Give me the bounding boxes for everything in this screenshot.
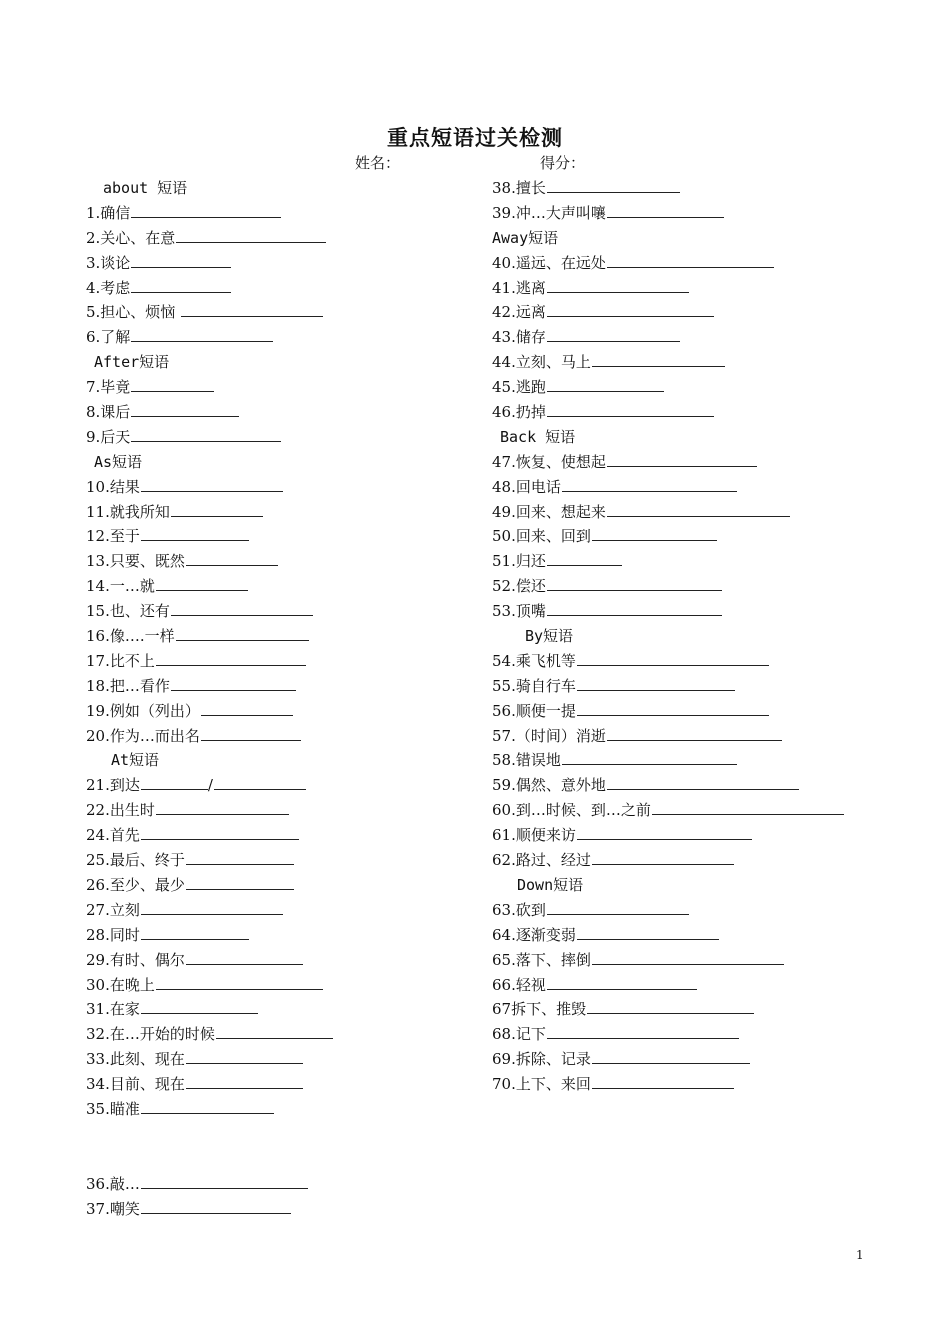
question-item [492, 350, 872, 375]
question-label: 49.回来、想起来 [492, 502, 606, 521]
question-item [492, 500, 872, 525]
answer-blank[interactable] [592, 849, 734, 865]
question-item [86, 848, 481, 873]
question-label: 46.扔掉 [492, 403, 546, 422]
answer-blank[interactable] [547, 376, 664, 392]
section-heading [492, 226, 872, 251]
question-item [86, 375, 481, 400]
question-label: 28.同时 [86, 925, 140, 944]
question-label: 36.敲… [86, 1174, 140, 1193]
answer-blank[interactable] [592, 525, 717, 541]
question-item [492, 251, 872, 276]
answer-blank[interactable] [607, 725, 782, 741]
section-heading-text: about 短语 [103, 179, 188, 197]
question-label: 30.在晚上 [86, 975, 155, 994]
question-label: 54.乘飞机等 [492, 651, 576, 670]
question-item [86, 226, 481, 251]
answer-blank[interactable] [131, 376, 214, 392]
question-label: 13.只要、既然 [86, 552, 185, 571]
question-label: 18.把…看作 [86, 676, 170, 695]
score-label: 得分： [540, 154, 586, 172]
page-title: 重点短语过关检测 [387, 125, 563, 150]
answer-blank[interactable] [131, 252, 231, 268]
question-label: 5.担心、烦恼 [86, 303, 181, 322]
answer-blank[interactable] [216, 1023, 333, 1039]
answer-blank[interactable] [214, 774, 306, 790]
answer-blank[interactable] [547, 1023, 739, 1039]
answer-blank[interactable] [131, 202, 281, 218]
question-item [86, 923, 481, 948]
answer-blank[interactable] [607, 252, 774, 268]
section-heading-text: By短语 [525, 627, 574, 646]
question-item [86, 823, 481, 848]
question-item [86, 1197, 481, 1222]
question-label: 15.也、还有 [86, 602, 170, 621]
question-item [86, 699, 481, 724]
question-label: 32.在…开始的时候 [86, 1025, 215, 1044]
question-item [86, 948, 481, 973]
question-label: 24.首先 [86, 826, 140, 845]
answer-blank[interactable] [547, 177, 680, 193]
question-item [86, 997, 481, 1022]
question-item [86, 1022, 481, 1047]
question-item [492, 201, 872, 226]
question-label: 9.后天 [86, 427, 131, 446]
answer-blank[interactable] [156, 650, 306, 666]
question-label: 29.有时、偶尔 [86, 950, 185, 969]
question-item [492, 997, 872, 1022]
question-item [86, 549, 481, 574]
section-heading-text: Down短语 [517, 875, 584, 894]
question-item [492, 325, 872, 350]
answer-blank[interactable] [547, 899, 689, 915]
answer-blank[interactable] [577, 924, 719, 940]
answer-blank[interactable] [186, 1073, 303, 1089]
answer-blank[interactable] [141, 1198, 291, 1214]
question-label: 60.到…时候、到…之前 [492, 801, 651, 820]
question-item [86, 425, 481, 450]
question-label: 19.例如（列出） [86, 701, 200, 720]
question-label: 61.顺便来访 [492, 826, 576, 845]
question-label: 45.逃跑 [492, 378, 546, 397]
answer-blank[interactable] [141, 924, 249, 940]
answer-blank[interactable] [131, 401, 239, 417]
question-label: 63.砍到 [492, 900, 546, 919]
question-item [492, 923, 872, 948]
question-label: 52.偿还 [492, 577, 546, 596]
answer-blank[interactable] [141, 824, 299, 840]
question-label: 39.冲…大声叫嚷 [492, 203, 606, 222]
section-heading [492, 624, 872, 649]
question-item [86, 798, 481, 823]
question-label: 67拆下、推毁 [492, 1000, 587, 1019]
question-item [86, 773, 481, 798]
answer-blank[interactable] [577, 824, 752, 840]
question-label: 38.擅长 [492, 179, 546, 197]
question-label: 34.目前、现在 [86, 1075, 185, 1094]
question-item [86, 1172, 481, 1197]
question-label: 53.顶嘴 [492, 602, 546, 621]
answer-blank[interactable] [607, 774, 799, 790]
question-item [86, 898, 481, 923]
question-label: 51.归还 [492, 552, 546, 571]
question-label: 35.瞄准 [86, 1099, 140, 1118]
answer-blank[interactable] [171, 600, 313, 616]
answer-blank[interactable] [176, 227, 326, 243]
question-label: 7.毕竟 [86, 378, 131, 397]
question-item [492, 574, 872, 599]
question-label: 43.储存 [492, 328, 546, 347]
answer-blank[interactable] [607, 451, 757, 467]
question-label: 20.作为…而出名 [86, 726, 200, 745]
answer-blank[interactable] [547, 301, 714, 317]
question-item [492, 773, 872, 798]
question-label: 41.逃离 [492, 278, 546, 297]
question-item [86, 574, 481, 599]
question-label: 8.课后 [86, 403, 131, 422]
question-label: 59.偶然、意外地 [492, 776, 606, 795]
answer-blank[interactable] [577, 675, 735, 691]
left-question-column [86, 176, 481, 1221]
answer-blank[interactable] [607, 501, 790, 517]
answer-blank[interactable] [186, 550, 278, 566]
right-question-column [492, 176, 872, 1097]
question-item [492, 1072, 872, 1097]
question-label: 4.考虑 [86, 278, 131, 297]
question-label: 10.结果 [86, 477, 140, 496]
answer-blank[interactable] [577, 700, 769, 716]
answer-blank[interactable] [186, 874, 294, 890]
question-item [86, 251, 481, 276]
question-item [492, 748, 872, 773]
question-item [86, 325, 481, 350]
question-item [86, 1072, 481, 1097]
answer-blank[interactable] [547, 401, 714, 417]
question-item [492, 973, 872, 998]
question-label: 37.嘲笑 [86, 1199, 140, 1218]
question-item [492, 1047, 872, 1072]
question-label: 47.恢复、使想起 [492, 452, 606, 471]
question-label: 26.至少、最少 [86, 875, 185, 894]
question-label: 70.上下、来回 [492, 1075, 591, 1094]
question-item [492, 300, 872, 325]
answer-blank[interactable] [156, 974, 323, 990]
answer-blank[interactable] [131, 326, 273, 342]
question-label: 11.就我所知 [86, 502, 170, 521]
answer-blank[interactable] [562, 476, 737, 492]
answer-blank[interactable] [186, 849, 294, 865]
question-label: 56.顺便一提 [492, 701, 576, 720]
answer-blank[interactable] [652, 799, 844, 815]
answer-blank[interactable] [592, 949, 784, 965]
answer-blank[interactable] [141, 1098, 274, 1114]
question-label: 44.立刻、马上 [492, 353, 591, 372]
section-heading-text: Back 短语 [500, 427, 576, 446]
page-number: 1 [856, 1248, 864, 1262]
question-label: 3.谈论 [86, 253, 131, 272]
question-label: 55.骑自行车 [492, 676, 576, 695]
question-item [492, 798, 872, 823]
name-label: 姓名： [355, 154, 401, 172]
answer-blank[interactable] [201, 700, 293, 716]
answer-blank[interactable] [131, 277, 231, 293]
question-item [492, 475, 872, 500]
question-item [492, 524, 872, 549]
question-label: 68.记下 [492, 1025, 546, 1044]
spacer [86, 1147, 481, 1172]
question-item [492, 375, 872, 400]
question-item [86, 649, 481, 674]
question-item [86, 201, 481, 226]
question-label: 6.了解 [86, 328, 131, 347]
question-item [86, 873, 481, 898]
spacer [86, 1122, 481, 1147]
question-label: 21.到达 [86, 776, 140, 795]
question-label: 57.（时间）消逝 [492, 726, 606, 745]
question-label: 22.出生时 [86, 801, 155, 820]
question-label: 2.关心、在意 [86, 228, 176, 247]
section-heading-text: After短语 [94, 353, 170, 372]
question-label: 50.回来、回到 [492, 527, 591, 546]
question-item [492, 450, 872, 475]
answer-blank[interactable] [181, 301, 323, 317]
question-label: 1.确信 [86, 203, 131, 222]
question-label: 62.路过、经过 [492, 851, 591, 870]
answer-blank[interactable] [562, 749, 737, 765]
question-item [86, 475, 481, 500]
question-item [492, 400, 872, 425]
question-label: 33.此刻、现在 [86, 1050, 185, 1069]
answer-blank[interactable] [156, 799, 289, 815]
answer-blank[interactable] [186, 949, 303, 965]
answer-blank[interactable] [592, 1048, 750, 1064]
question-label: 69.拆除、记录 [492, 1050, 591, 1069]
question-item [86, 599, 481, 624]
answer-blank[interactable] [176, 625, 309, 641]
answer-blank[interactable] [547, 974, 697, 990]
answer-blank[interactable] [201, 725, 301, 741]
answer-blank[interactable] [141, 476, 283, 492]
section-heading-text: As短语 [94, 452, 143, 471]
question-item [492, 276, 872, 301]
answer-blank[interactable] [141, 774, 208, 790]
section-heading [86, 176, 481, 201]
answer-blank[interactable] [547, 277, 689, 293]
section-heading [86, 350, 481, 375]
question-label: 66.轻视 [492, 975, 546, 994]
question-label: 25.最后、终于 [86, 851, 185, 870]
question-item [492, 948, 872, 973]
answer-blank[interactable] [141, 899, 283, 915]
answer-blank[interactable] [607, 202, 724, 218]
answer-blank[interactable] [141, 998, 258, 1014]
question-item [86, 674, 481, 699]
question-item [86, 973, 481, 998]
question-label: 27.立刻 [86, 900, 140, 919]
answer-blank[interactable] [577, 650, 769, 666]
question-item [492, 649, 872, 674]
question-label: 12.至于 [86, 527, 140, 546]
section-heading-text: At短语 [111, 751, 160, 770]
question-item [86, 524, 481, 549]
answer-blank[interactable] [141, 1173, 308, 1189]
question-item [492, 599, 872, 624]
question-item [492, 724, 872, 749]
answer-blank[interactable] [547, 600, 722, 616]
question-item [86, 500, 481, 525]
question-item [86, 1097, 481, 1122]
answer-blank[interactable] [592, 351, 725, 367]
question-item [492, 823, 872, 848]
question-label: 48.回电话 [492, 477, 561, 496]
question-label: 31.在家 [86, 1000, 140, 1019]
question-label: 14.一…就 [86, 577, 155, 596]
answer-separator: / [207, 776, 213, 795]
question-item [86, 1047, 481, 1072]
section-heading-text: Away短语 [492, 228, 559, 247]
question-item [86, 276, 481, 301]
answer-blank[interactable] [587, 998, 754, 1014]
question-label: 40.遥远、在远处 [492, 253, 606, 272]
question-item [492, 699, 872, 724]
answer-blank[interactable] [186, 1048, 303, 1064]
answer-blank[interactable] [547, 550, 622, 566]
question-item [492, 549, 872, 574]
question-label: 16.像….一样 [86, 627, 175, 646]
answer-blank[interactable] [547, 326, 680, 342]
question-item [86, 400, 481, 425]
question-item [492, 898, 872, 923]
question-item [86, 724, 481, 749]
section-heading [492, 425, 872, 450]
question-item [492, 1022, 872, 1047]
answer-blank[interactable] [131, 426, 281, 442]
answer-blank[interactable] [141, 525, 249, 541]
question-label: 65.落下、摔倒 [492, 950, 591, 969]
section-heading [86, 450, 481, 475]
answer-blank[interactable] [547, 575, 722, 591]
question-item [492, 674, 872, 699]
question-item [492, 848, 872, 873]
question-label: 17.比不上 [86, 651, 155, 670]
question-label: 42.远离 [492, 303, 546, 322]
question-label: 64.逐渐变弱 [492, 925, 576, 944]
answer-blank[interactable] [171, 501, 263, 517]
section-heading [492, 873, 872, 898]
question-label: 58.错误地 [492, 751, 561, 770]
answer-blank[interactable] [156, 575, 248, 591]
answer-blank[interactable] [592, 1073, 734, 1089]
answer-blank[interactable] [171, 675, 296, 691]
question-item [492, 176, 872, 201]
question-item [86, 300, 481, 325]
question-item [86, 624, 481, 649]
section-heading [86, 748, 481, 773]
